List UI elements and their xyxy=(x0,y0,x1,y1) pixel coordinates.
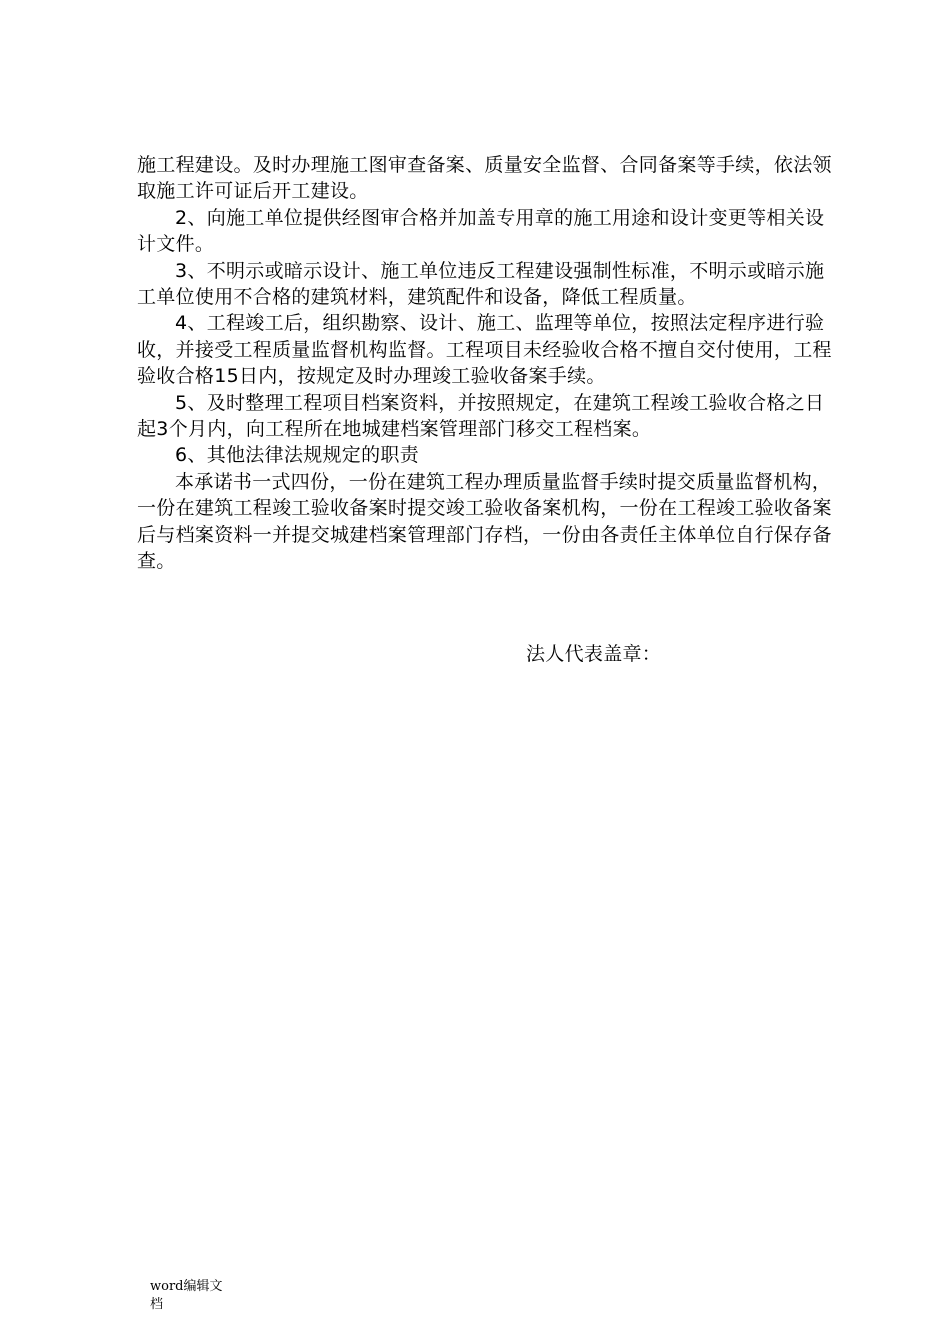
paragraph-item-6: 6、其他法律法规规定的职责 xyxy=(175,444,419,467)
signature-label: 法人代表盖章： xyxy=(526,643,662,665)
document-body xyxy=(137,152,837,575)
paragraph-copies-statement: 本承诺书一式四份，一份在建筑工程办理质量监督手续时提交质量监督机构，一份在建筑工程竣工验收备案时提交竣工验收备案机构，一份在工程竣工验收备案后与档案资料一并提交城建档案管理部门存档，一份由各责任主体单位自行保存备查。 xyxy=(137,470,832,573)
paragraph-item-5: 5、及时整理工程项目档案资料，并按照规定，在建筑工程竣工验收合格之日起3个月内，向工程所在地城建档案管理部门移交工程档案。 xyxy=(137,391,825,441)
paragraph-item-3: 3、不明示或暗示设计、施工单位违反工程建设强制性标准，不明示或暗示施工单位使用不合格的建筑材料，建筑配件和设备，降低工程质量。 xyxy=(137,259,825,309)
paragraph-continuation: 施工程建设。及时办理施工图审查备案、质量安全监督、合同备案等手续，依法领取施工许可证后开工建设。 xyxy=(137,154,832,203)
footer-note: word编辑文档 xyxy=(150,1279,223,1312)
paragraph-item-4: 4、工程竣工后，组织勘察、设计、施工、监理等单位，按照法定程序进行验收，并接受工程质量监督机构监督。工程项目未经验收合格不擅自交付使用，工程验收合格15日内，按规定及时办理竣工验收备案手续。 xyxy=(137,312,832,388)
paragraph-item-2: 2、向施工单位提供经图审合格并加盖专用章的施工用途和设计变更等相关设计文件。 xyxy=(137,206,825,256)
